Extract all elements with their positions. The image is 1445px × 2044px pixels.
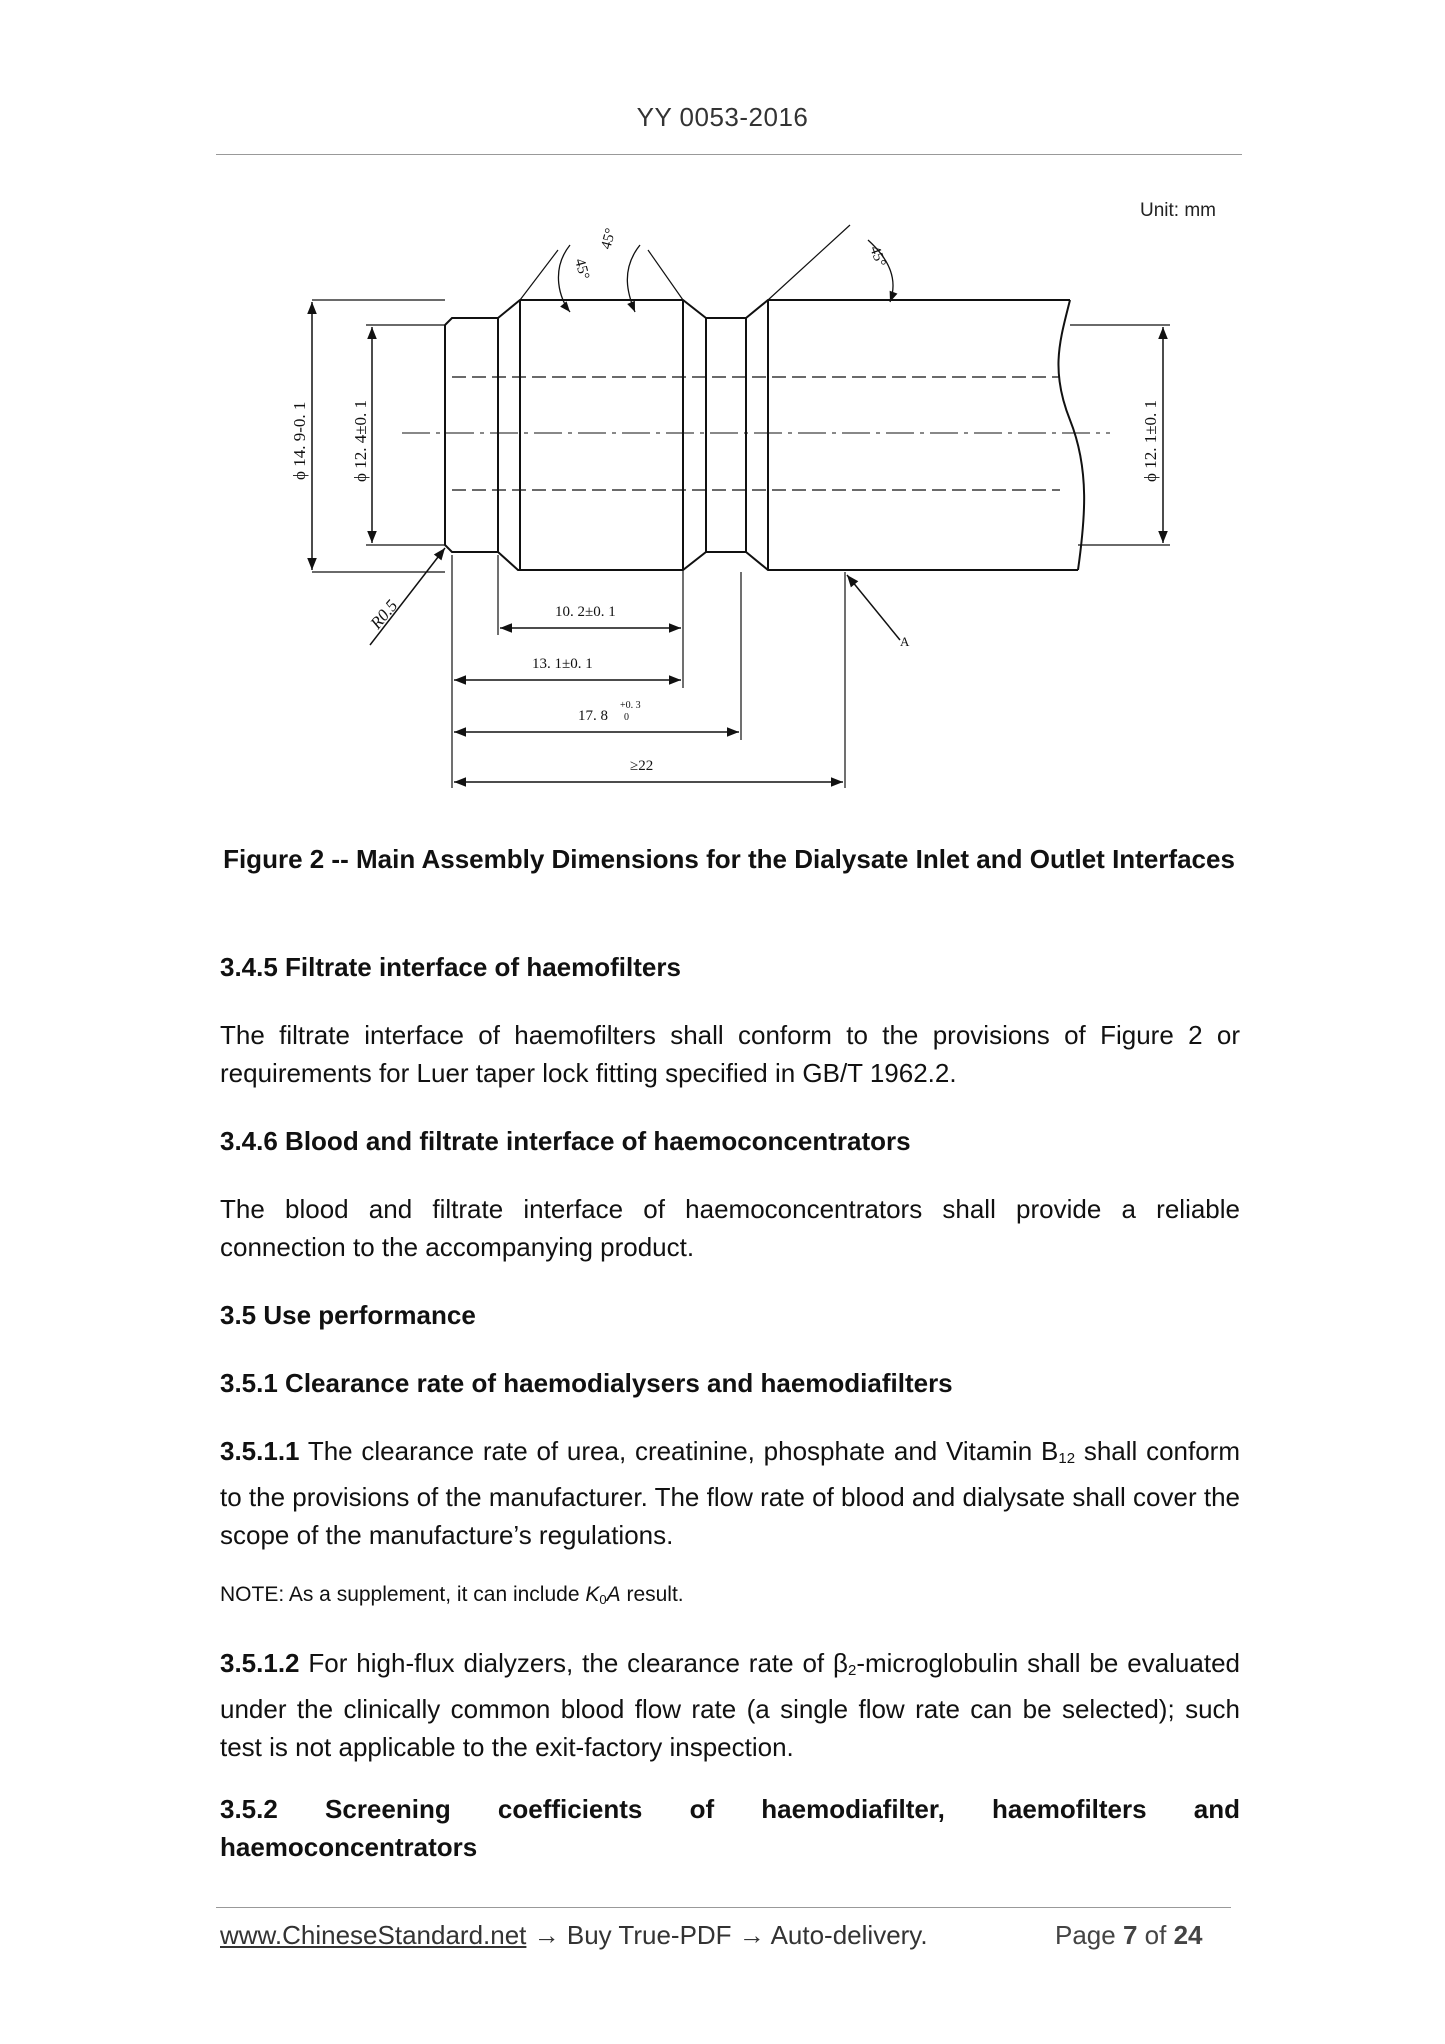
break-line bbox=[1058, 300, 1084, 570]
heading-3-5-2-line2: haemoconcentrators bbox=[220, 1832, 478, 1862]
dim-len-2: 13. 1±0. 1 bbox=[532, 656, 593, 672]
heading-3-5-1: 3.5.1 Clearance rate of haemodialysers and haemodiafilters bbox=[220, 1368, 953, 1398]
heading-3-5: 3.5 Use performance bbox=[220, 1300, 476, 1330]
dim-len-3: 17. 8 bbox=[578, 708, 608, 724]
dim-len-4: ≥22 bbox=[630, 758, 654, 774]
para-3-5-1-1: 3.5.1.1 The clearance rate of urea, creatinine, phosphate and Vitamin $B_{12}$ shall conform to the provisions of the manufacturer. The flow rate of blood and dialysate shall cover the scope of the manufacture’s regulations. bbox=[220, 1436, 1240, 1550]
para-3-5-1-2: 3.5.1.2 For high-flux dialyzers, the clearance rate of $\beta_2$-microglobulin shall be evaluated under the clinically common blood flow rate (a single flow rate can be selected); such test is not applicable to the exit-factory inspection. bbox=[220, 1648, 1240, 1762]
dim-len-3-tol-lower: 0 bbox=[624, 712, 629, 723]
dim-angle-3: 45° bbox=[866, 243, 889, 270]
label-a: A bbox=[900, 634, 910, 649]
assembly-drawing bbox=[270, 220, 1190, 810]
dim-dia-outer: ϕ 14. 9-0. 1 bbox=[290, 401, 309, 480]
dim-dia-right: ϕ 12. 1±0. 1 bbox=[1141, 399, 1160, 482]
header-rule bbox=[216, 154, 1242, 155]
heading-3-4-5: 3.4.5 Filtrate interface of haemofilters bbox=[220, 952, 681, 982]
footer-promo: www.ChineseStandard.net → Buy True-PDF → Auto-delivery. bbox=[220, 1920, 928, 1950]
document-header: YY 0053-2016 bbox=[636, 102, 809, 132]
unit-label: Unit: mm bbox=[1140, 200, 1216, 221]
figure-caption: Figure 2 -- Main Assembly Dimensions for the Dialysate Inlet and Outlet Interfaces bbox=[223, 844, 1235, 874]
clause-number: 3.5.1.1 bbox=[220, 1436, 300, 1466]
website-link[interactable]: www.ChineseStandard.net bbox=[220, 1920, 527, 1950]
dim-len-3-tol-upper: +0. 3 bbox=[620, 700, 641, 711]
heading-3-4-6: 3.4.6 Blood and filtrate interface of haemoconcentrators bbox=[220, 1126, 911, 1156]
dim-angle-1: 45° bbox=[571, 256, 593, 282]
clause-number: 3.5.1.2 bbox=[220, 1648, 300, 1678]
heading-3-5-2-line1: 3.5.2 Screening coefficients of haemodiafilter, haemofilters and bbox=[220, 1794, 1240, 1824]
dim-angle-2: 45° bbox=[598, 226, 620, 252]
dim-dia-inner: ϕ 12. 4±0. 1 bbox=[351, 399, 370, 482]
dim-radius: R0.5 bbox=[366, 596, 402, 633]
dim-len-1: 10. 2±0. 1 bbox=[555, 604, 616, 620]
para-3-4-6: The blood and filtrate interface of haemoconcentrators shall provide a reliable connection to the accompanying product. bbox=[220, 1194, 1240, 1262]
footer-rule bbox=[216, 1907, 1231, 1908]
note: NOTE: As a supplement, it can include $K_0A$ result. bbox=[220, 1583, 684, 1607]
para-3-4-5: The filtrate interface of haemofilters shall conform to the provisions of Figure 2 or requirements for Luer taper lock fitting specified in GB/T 1962.2. bbox=[220, 1020, 1240, 1088]
fitting-outline bbox=[445, 325, 1078, 570]
page-indicator: Page 7 of 24 bbox=[1055, 1920, 1203, 1950]
